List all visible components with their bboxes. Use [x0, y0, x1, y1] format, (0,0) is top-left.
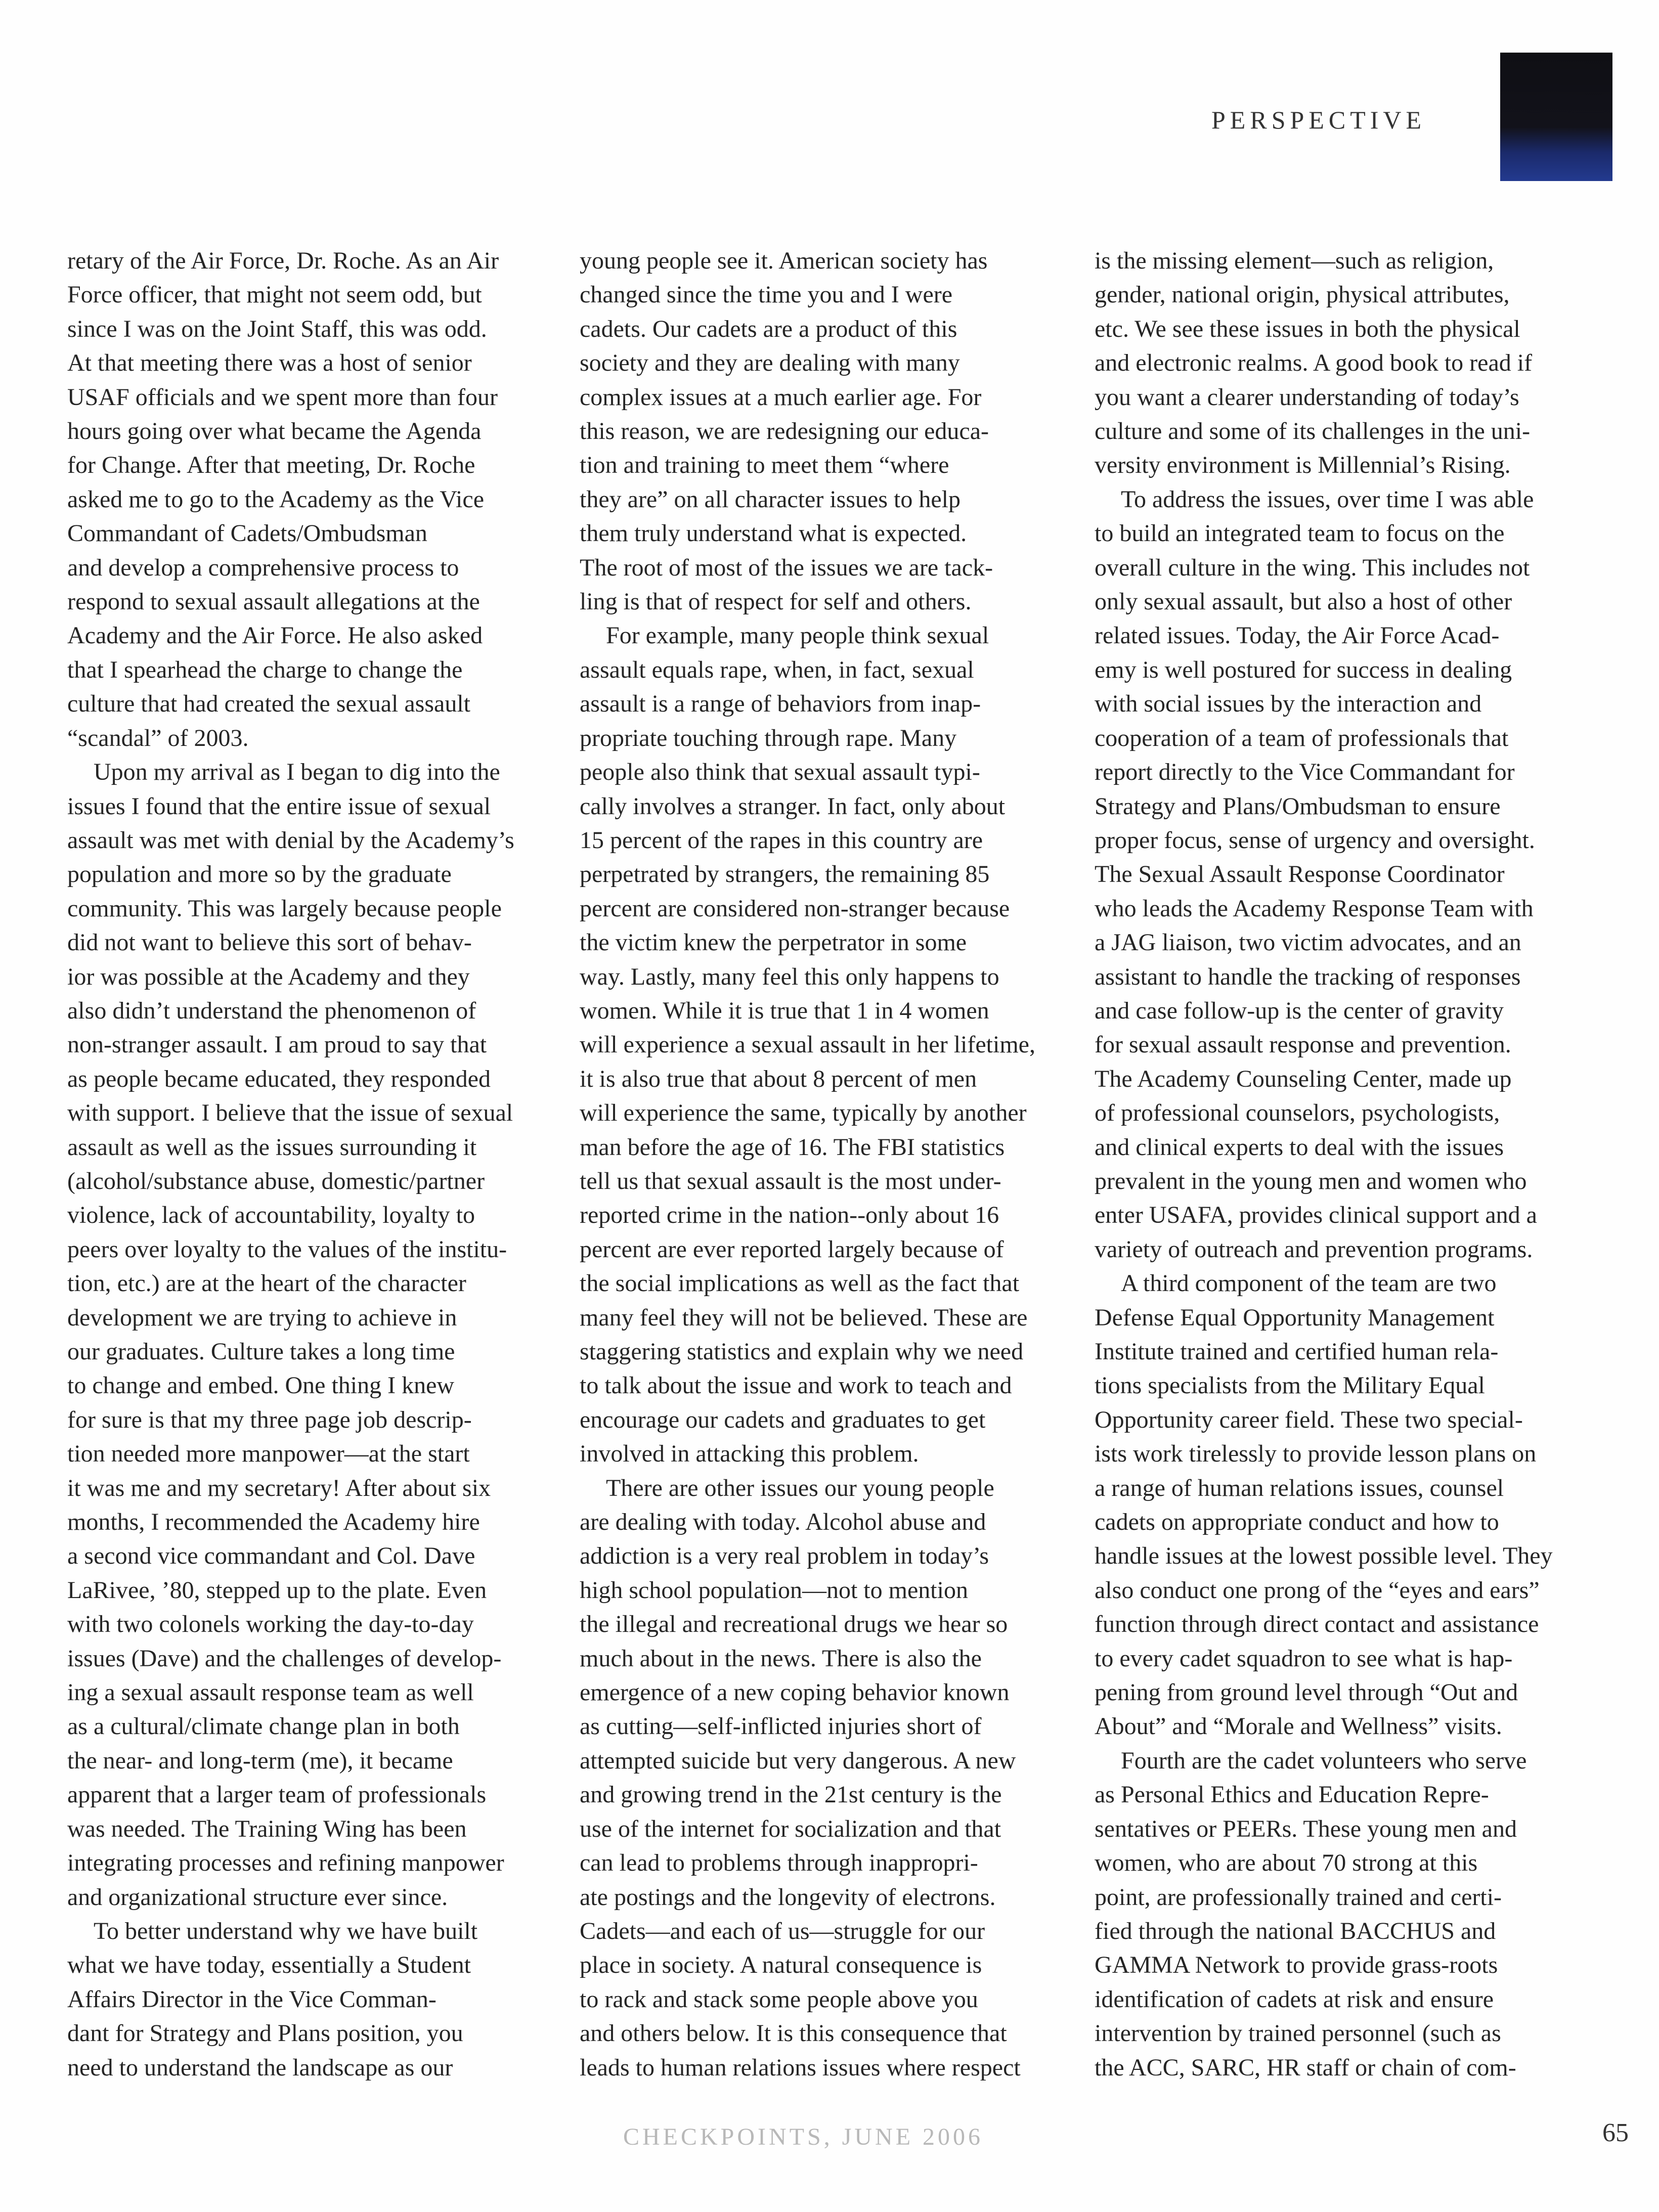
text-line: who leads the Academy Response Team with: [1095, 895, 1534, 922]
text-line: respond to sexual assault allegations at the: [67, 588, 480, 615]
text-line: it was me and my secretary! After about six: [67, 1474, 491, 1501]
text-line: months, I recommended the Academy hire: [67, 1509, 480, 1536]
text-line: reported crime in the nation--only about 16: [580, 1202, 999, 1229]
text-line: ling is that of respect for self and others.: [580, 588, 972, 615]
text-line: as a cultural/climate change plan in both: [67, 1713, 460, 1740]
text-line: complex issues at a much earlier age. For: [580, 383, 982, 411]
text-line: way. Lastly, many feel this only happens to: [580, 963, 999, 990]
text-line: ists work tirelessly to provide lesson plans on: [1095, 1440, 1537, 1468]
text-line: GAMMA Network to provide grass-roots: [1095, 1952, 1498, 1979]
text-line: staggering statistics and explain why we need: [580, 1338, 1024, 1365]
text-line: is the missing element—such as religion,: [1095, 247, 1494, 274]
text-line: need to understand the landscape as our: [67, 2054, 453, 2081]
text-line: a range of human relations issues, counsel: [1095, 1474, 1504, 1501]
text-line: proper focus, sense of urgency and oversight.: [1095, 826, 1535, 854]
text-line: report directly to the Vice Commandant for: [1095, 759, 1515, 786]
text-line: for sure is that my three page job descrip-: [67, 1406, 472, 1433]
article-column-2: [580, 244, 1045, 2085]
text-line: and develop a comprehensive process to: [67, 554, 459, 581]
text-line: them truly understand what is expected.: [580, 520, 967, 547]
text-line: place in society. A natural consequence is: [580, 1952, 982, 1979]
text-line: assault is a range of behaviors from inap-: [580, 690, 981, 718]
text-line: a JAG liaison, two victim advocates, and an: [1095, 929, 1521, 956]
text-line: and electronic realms. A good book to read if: [1095, 349, 1533, 377]
text-line: peers over loyalty to the values of the institu-: [67, 1235, 507, 1263]
text-line: a second vice commandant and Col. Dave: [67, 1542, 475, 1570]
text-line: retary of the Air Force, Dr. Roche. As an Air: [67, 247, 499, 274]
text-line: Academy and the Air Force. He also asked: [67, 622, 483, 649]
text-line: point, are professionally trained and certi-: [1095, 1883, 1502, 1911]
text-line: dant for Strategy and Plans position, you: [67, 2020, 463, 2047]
text-line: with social issues by the interaction and: [1095, 690, 1482, 718]
text-line: There are other issues our young people: [606, 1474, 994, 1501]
text-line: “scandal” of 2003.: [67, 724, 249, 751]
text-line: propriate touching through rape. Many: [580, 724, 957, 751]
text-line: to build an integrated team to focus on the: [1095, 520, 1505, 547]
text-line: non-stranger assault. I am proud to say that: [67, 1031, 487, 1058]
text-line: Fourth are the cadet volunteers who serve: [1121, 1747, 1527, 1774]
text-line: USAF officials and we spent more than four: [67, 383, 498, 411]
text-line: what we have today, essentially a Student: [67, 1952, 471, 1979]
text-line: At that meeting there was a host of senior: [67, 349, 472, 377]
text-line: for Change. After that meeting, Dr. Roche: [67, 452, 475, 479]
text-line: it is also true that about 8 percent of men: [580, 1065, 977, 1092]
text-line: encourage our cadets and graduates to get: [580, 1406, 986, 1433]
text-line: Strategy and Plans/Ombudsman to ensure: [1095, 792, 1501, 820]
text-line: percent are considered non-stranger because: [580, 895, 1010, 922]
text-line: intervention by trained personnel (such as: [1095, 2020, 1501, 2047]
text-line: issues I found that the entire issue of sexual: [67, 792, 491, 820]
text-line: LaRivee, ’80, stepped up to the plate. Even: [67, 1576, 487, 1604]
section-label: PERSPECTIVE: [1211, 106, 1426, 134]
text-line: apparent that a larger team of professionals: [67, 1781, 487, 1808]
text-line: that I spearhead the charge to change the: [67, 656, 463, 683]
text-line: leads to human relations issues where respect: [580, 2054, 1021, 2081]
text-line: to every cadet squadron to see what is hap-: [1095, 1645, 1513, 1672]
text-line: perpetrated by strangers, the remaining 85: [580, 861, 990, 888]
text-line: cadets on appropriate conduct and how to: [1095, 1509, 1499, 1536]
text-line: the illegal and recreational drugs we hear so: [580, 1611, 1008, 1638]
text-line: culture and some of its challenges in the uni-: [1095, 418, 1531, 445]
text-line: percent are ever reported largely because of: [580, 1235, 1004, 1263]
text-line: related issues. Today, the Air Force Acad-: [1095, 622, 1500, 649]
text-line: was needed. The Training Wing has been: [67, 1815, 467, 1842]
text-line: The Sexual Assault Response Coordinator: [1095, 861, 1505, 888]
text-line: addiction is a very real problem in today’s: [580, 1542, 989, 1570]
text-line: versity environment is Millennial’s Rising.: [1095, 452, 1511, 479]
text-line: and clinical experts to deal with the issues: [1095, 1133, 1504, 1161]
text-line: Cadets—and each of us—struggle for our: [580, 1917, 985, 1944]
text-line: people also think that sexual assault typi-: [580, 759, 980, 786]
text-line: man before the age of 16. The FBI statistics: [580, 1133, 1005, 1161]
text-line: did not want to believe this sort of behav-: [67, 929, 472, 956]
text-line: assault as well as the issues surrounding it: [67, 1133, 477, 1161]
text-line: changed since the time you and I were: [580, 281, 953, 308]
text-line: also didn’t understand the phenomenon of: [67, 997, 476, 1024]
text-line: community. This was largely because people: [67, 895, 502, 922]
text-line: Commandant of Cadets/Ombudsman: [67, 520, 427, 547]
text-line: cally involves a stranger. In fact, only about: [580, 792, 1006, 820]
text-line: involved in attacking this problem.: [580, 1440, 919, 1468]
text-line: hours going over what became the Agenda: [67, 418, 482, 445]
text-line: cooperation of a team of professionals that: [1095, 724, 1509, 751]
text-line: also conduct one prong of the “eyes and ears”: [1095, 1576, 1540, 1604]
text-line: enter USAFA, provides clinical support and a: [1095, 1202, 1537, 1229]
text-line: To address the issues, over time I was able: [1121, 485, 1534, 513]
text-line: and organizational structure ever since.: [67, 1883, 448, 1911]
page-number: 65: [1602, 2118, 1629, 2147]
text-line: assistant to handle the tracking of responses: [1095, 963, 1521, 990]
text-line: to change and embed. One thing I knew: [67, 1372, 455, 1399]
text-line: and others below. It is this consequence that: [580, 2020, 1007, 2047]
header-color-block: [1500, 53, 1612, 181]
text-line: tion and training to meet them “where: [580, 452, 949, 479]
text-line: gender, national origin, physical attributes,: [1095, 281, 1510, 308]
text-line: young people see it. American society has: [580, 247, 988, 274]
text-line: as Personal Ethics and Education Repre-: [1095, 1781, 1489, 1808]
text-line: society and they are dealing with many: [580, 349, 960, 377]
text-line: tion, etc.) are at the heart of the character: [67, 1270, 466, 1297]
text-line: you want a clearer understanding of today’s: [1095, 383, 1519, 411]
text-line: only sexual assault, but also a host of other: [1095, 588, 1512, 615]
text-line: and growing trend in the 21st century is the: [580, 1781, 1002, 1808]
text-line: the victim knew the perpetrator in some: [580, 929, 967, 956]
text-line: violence, lack of accountability, loyalty to: [67, 1202, 475, 1229]
text-line: function through direct contact and assistance: [1095, 1611, 1539, 1638]
text-line: identification of cadets at risk and ensure: [1095, 1985, 1494, 2013]
text-line: tion needed more manpower—at the start: [67, 1440, 470, 1468]
text-line: with support. I believe that the issue of sexual: [67, 1099, 513, 1127]
text-line: handle issues at the lowest possible level. They: [1095, 1542, 1553, 1570]
text-line: The root of most of the issues we are tack-: [580, 554, 993, 581]
text-line: Upon my arrival as I began to dig into the: [94, 759, 500, 786]
text-line: The Academy Counseling Center, made up: [1095, 1065, 1512, 1092]
text-line: for sexual assault response and prevention.: [1095, 1031, 1511, 1058]
text-line: will experience a sexual assault in her lifetime,: [580, 1031, 1035, 1058]
text-line: cadets. Our cadets are a product of this: [580, 315, 957, 342]
text-line: and case follow-up is the center of gravity: [1095, 997, 1504, 1024]
text-line: Defense Equal Opportunity Management: [1095, 1304, 1495, 1331]
text-line: 15 percent of the rapes in this country are: [580, 826, 983, 854]
text-line: many feel they will not be believed. These are: [580, 1304, 1028, 1331]
text-line: A third component of the team are two: [1121, 1270, 1497, 1297]
text-line: asked me to go to the Academy as the Vice: [67, 485, 484, 513]
text-line: ing a sexual assault response team as well: [67, 1679, 474, 1706]
text-line: culture that had created the sexual assault: [67, 690, 470, 718]
text-line: high school population—not to mention: [580, 1576, 968, 1604]
text-line: Force officer, that might not seem odd, but: [67, 281, 482, 308]
text-line: emy is well postured for success in dealing: [1095, 656, 1512, 683]
text-line: overall culture in the wing. This includes not: [1095, 554, 1530, 581]
text-line: women, who are about 70 strong at this: [1095, 1849, 1478, 1877]
text-line: Opportunity career field. These two special-: [1095, 1406, 1523, 1433]
article-column-3: [1095, 244, 1565, 2085]
text-line: For example, many people think sexual: [606, 622, 989, 649]
text-line: are dealing with today. Alcohol abuse and: [580, 1509, 986, 1536]
text-line: as cutting—self-inflicted injuries short of: [580, 1713, 982, 1740]
text-line: with two colonels working the day-to-day: [67, 1611, 474, 1638]
text-line: to rack and stack some people above you: [580, 1985, 978, 2013]
text-line: of professional counselors, psychologists,: [1095, 1099, 1500, 1127]
text-line: fied through the national BACCHUS and: [1095, 1917, 1496, 1944]
text-line: Institute trained and certified human rela-: [1095, 1338, 1499, 1365]
text-line: ior was possible at the Academy and they: [67, 963, 470, 990]
text-line: assault was met with denial by the Academy’s: [67, 826, 514, 854]
text-line: this reason, we are redesigning our educa-: [580, 418, 989, 445]
text-line: emergence of a new coping behavior known: [580, 1679, 1010, 1706]
text-line: the social implications as well as the fact that: [580, 1270, 1020, 1297]
text-line: ate postings and the longevity of electrons.: [580, 1883, 996, 1911]
text-line: development we are trying to achieve in: [67, 1304, 457, 1331]
text-line: as people became educated, they responded: [67, 1065, 491, 1092]
publication-footer: CHECKPOINTS, JUNE 2006: [623, 2123, 984, 2150]
text-line: sentatives or PEERs. These young men and: [1095, 1815, 1517, 1842]
text-line: issues (Dave) and the challenges of develop-: [67, 1645, 502, 1672]
text-line: since I was on the Joint Staff, this was odd.: [67, 315, 487, 342]
text-line: will experience the same, typically by another: [580, 1099, 1027, 1127]
text-line: the near- and long-term (me), it became: [67, 1747, 453, 1774]
text-line: to talk about the issue and work to teach and: [580, 1372, 1012, 1399]
article-column-1: [67, 244, 533, 2085]
text-line: the ACC, SARC, HR staff or chain of com-: [1095, 2054, 1516, 2081]
text-line: can lead to problems through inappropri-: [580, 1849, 978, 1877]
text-line: To better understand why we have built: [94, 1917, 478, 1944]
text-line: tions specialists from the Military Equal: [1095, 1372, 1485, 1399]
text-line: our graduates. Culture takes a long time: [67, 1338, 455, 1365]
text-line: population and more so by the graduate: [67, 861, 452, 888]
text-line: About” and “Morale and Wellness” visits.: [1095, 1713, 1502, 1740]
text-line: women. While it is true that 1 in 4 women: [580, 997, 989, 1024]
text-line: attempted suicide but very dangerous. A new: [580, 1747, 1016, 1774]
text-line: pening from ground level through “Out and: [1095, 1679, 1518, 1706]
text-line: they are” on all character issues to help: [580, 485, 961, 513]
text-line: integrating processes and refining manpower: [67, 1849, 504, 1877]
text-line: prevalent in the young men and women who: [1095, 1167, 1527, 1195]
text-line: (alcohol/substance abuse, domestic/partner: [67, 1167, 485, 1195]
text-line: variety of outreach and prevention programs.: [1095, 1235, 1533, 1263]
text-line: tell us that sexual assault is the most under-: [580, 1167, 1001, 1195]
text-line: Affairs Director in the Vice Comman-: [67, 1985, 436, 2013]
text-line: assault equals rape, when, in fact, sexual: [580, 656, 974, 683]
text-line: use of the internet for socialization and that: [580, 1815, 1001, 1842]
text-line: etc. We see these issues in both the physical: [1095, 315, 1520, 342]
text-line: much about in the news. There is also the: [580, 1645, 982, 1672]
